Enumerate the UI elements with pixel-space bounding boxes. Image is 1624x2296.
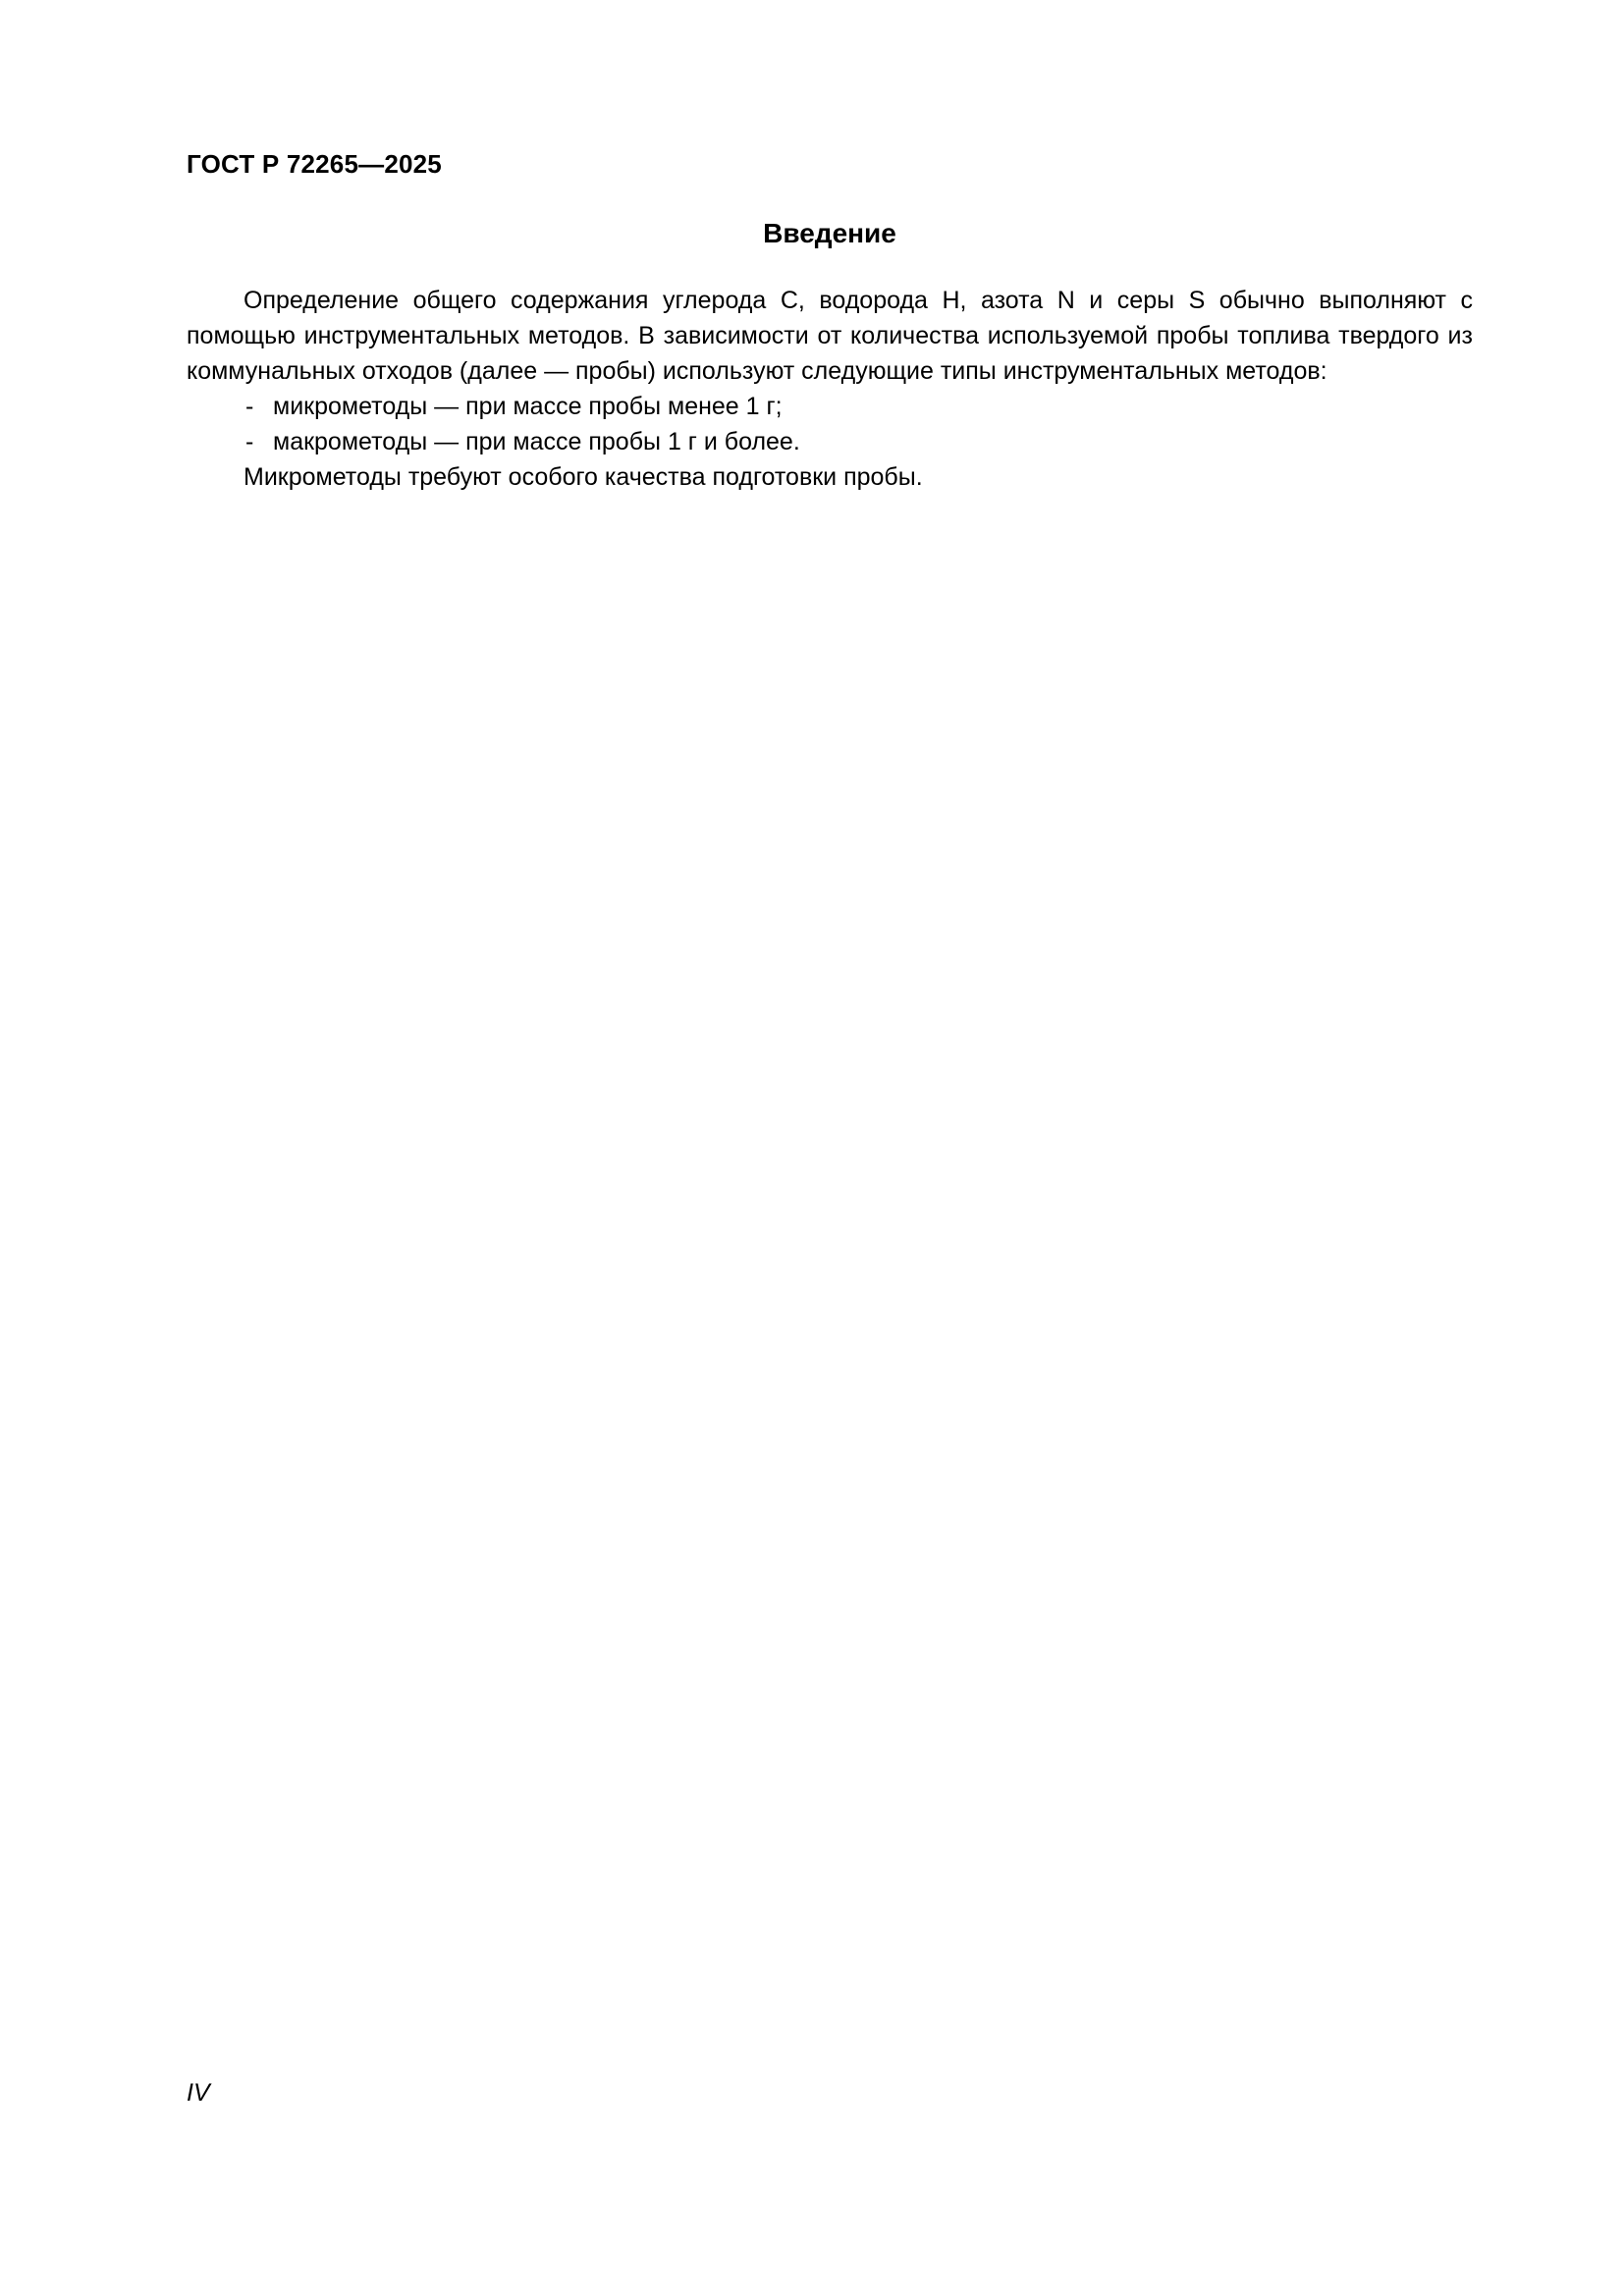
list-item <box>187 389 1473 424</box>
body-text <box>187 283 1473 495</box>
page-content <box>187 0 1512 2296</box>
page-number: IV <box>187 2079 210 2107</box>
standard-header: ГОСТ Р 72265—2025 <box>187 149 442 179</box>
paragraph: Определение общего содержания углерода C, водорода H, азота N и серы S обычно выполняют с помощью инструментальных методов. В зависимости от количества используемой пробы топлива твердого из коммунальных отходов (далее — пробы) используют следующие типы инструментальных методов: <box>187 287 1473 385</box>
list-item <box>187 424 1473 459</box>
dash-list <box>187 389 1473 459</box>
dash-marker: - <box>245 393 254 420</box>
dash-marker: - <box>245 428 254 455</box>
list-item-label: макрометоды — при массе пробы 1 г и более. <box>273 428 800 455</box>
list-item-label: микрометоды — при массе пробы менее 1 г; <box>273 393 783 420</box>
closing-paragraph: Микрометоды требуют особого качества подготовки пробы. <box>244 463 923 491</box>
page-title: Введение <box>763 218 896 248</box>
